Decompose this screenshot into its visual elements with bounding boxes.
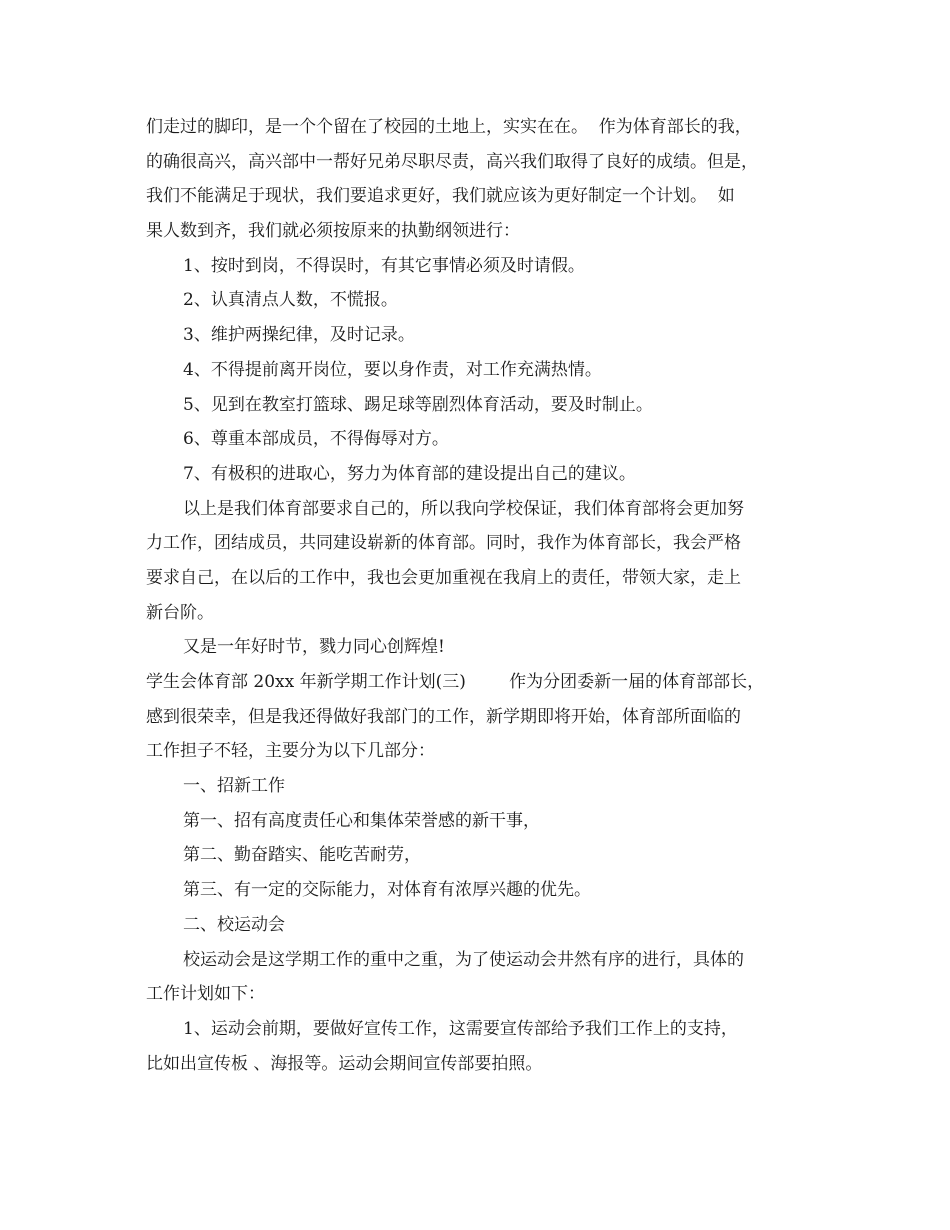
- text-line: 新台阶。: [146, 602, 214, 623]
- text-line: 我们不能满足于现状，我们要追求更好，我们就应该为更好制定一个计划。 如: [146, 186, 735, 207]
- text-line: 的确很高兴，高兴部中一帮好兄弟尽职尽责，高兴我们取得了良好的成绩。但是，: [146, 151, 758, 172]
- text-line: 果人数到齐，我们就必须按原来的执勤纲领进行：: [146, 221, 520, 242]
- text-line: 比如出宣传板 、海报等。运动会期间宣传部要拍照。: [146, 1053, 543, 1074]
- rule-item-4: 4、不得提前离开岗位，要以身作责，对工作充满热情。: [183, 359, 602, 380]
- text-line: 力工作，团结成员，共同建设崭新的体育部。同时，我作为体育部长，我会严格: [146, 533, 741, 554]
- rule-item-1: 1、按时到岗，不得误时，有其它事情必须及时请假。: [183, 255, 585, 276]
- subheading-sports-meet: 二、校运动会: [183, 914, 285, 935]
- document-body: [146, 110, 811, 1081]
- list-item: 1、运动会前期，要做好宣传工作，这需要宣传部给予我们工作上的支持，: [183, 1018, 738, 1039]
- text-line: 感到很荣幸，但是我还得做好我部门的工作，新学期即将开始，体育部所面临的: [146, 706, 741, 727]
- rule-item-3: 3、维护两操纪律，及时记录。: [183, 325, 415, 346]
- rule-item-5: 5、见到在教室打篮球、踢足球等剧烈体育活动，要及时制止。: [183, 394, 653, 415]
- rule-item-2: 2、认真清点人数，不慌报。: [183, 290, 398, 311]
- list-item: 第一、招有高度责任心和集体荣誉感的新干事，: [183, 810, 540, 831]
- text-line: 以上是我们体育部要求自己的，所以我向学校保证，我们体育部将会更加努: [183, 498, 744, 519]
- rule-item-6: 6、尊重本部成员，不得侮辱对方。: [183, 429, 449, 450]
- list-item: 第三、有一定的交际能力，对体育有浓厚兴趣的优先。: [183, 880, 591, 901]
- text-line: 要求自己，在以后的工作中，我也会更加重视在我肩上的责任，带领大家，走上: [146, 567, 741, 588]
- list-item: 第二、勤奋踏实、能吃苦耐劳，: [183, 845, 421, 866]
- text-line: 工作计划如下：: [146, 984, 265, 1005]
- text-line: 工作担子不轻，主要分为以下几部分：: [146, 741, 435, 762]
- text-line: 校运动会是这学期工作的重中之重，为了使运动会井然有序的进行，具体的: [183, 949, 744, 970]
- rule-item-7: 7、有极积的进取心，努力为体育部的建设提出自己的建议。: [183, 463, 636, 484]
- text-line: 们走过的脚印，是一个个留在了校园的土地上，实实在在。 作为体育部长的我，: [146, 117, 752, 137]
- subheading-recruitment: 一、招新工作: [183, 776, 285, 797]
- section-heading-line: 学生会体育部 20xx 年新学期工作计划(三) 作为分团委新一届的体育部部长，: [146, 672, 765, 692]
- text-line: 又是一年好时节，戮力同心创辉煌!: [183, 637, 445, 658]
